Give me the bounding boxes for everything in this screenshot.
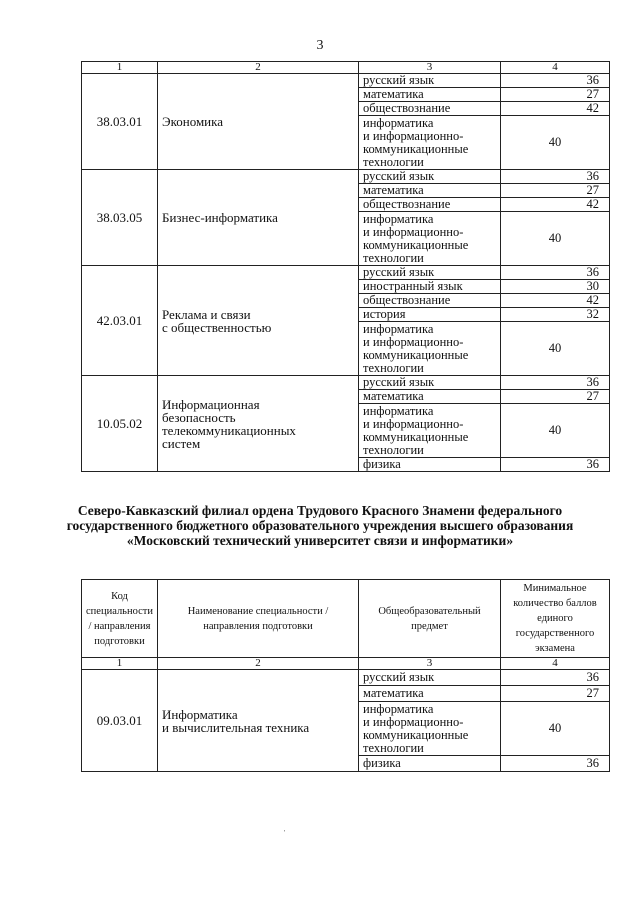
column-number-3: 3 — [359, 658, 501, 670]
subject-name: физика — [359, 458, 501, 472]
subject-name: информатика и информационно- коммуникационные технологии — [359, 404, 501, 458]
min-score: 42 — [501, 102, 610, 116]
min-score: 36 — [501, 670, 610, 686]
subject-name: русский язык — [359, 266, 501, 280]
min-score: 32 — [501, 308, 610, 322]
min-score: 40 — [501, 404, 610, 458]
column-header-3: Общеобразовательный предмет — [359, 580, 501, 658]
min-score: 40 — [501, 212, 610, 266]
min-score: 36 — [501, 458, 610, 472]
min-score: 36 — [501, 266, 610, 280]
subject-name: иностранный язык — [359, 280, 501, 294]
min-score: 42 — [501, 294, 610, 308]
min-score: 40 — [501, 322, 610, 376]
subject-name: русский язык — [359, 74, 501, 88]
subject-name: информатика и информационно- коммуникационные технологии — [359, 116, 501, 170]
min-score: 27 — [501, 88, 610, 102]
table-header-row — [82, 580, 610, 658]
subject-name: обществознание — [359, 102, 501, 116]
column-header-2: Наименование специальности / направления подготовки — [158, 580, 359, 658]
subject-name: история — [359, 308, 501, 322]
subject-name: математика — [359, 184, 501, 198]
subject-name: русский язык — [359, 376, 501, 390]
subject-name: обществознание — [359, 294, 501, 308]
min-score: 36 — [501, 756, 610, 772]
min-score: 27 — [501, 686, 610, 702]
specialty-code: 38.03.05 — [82, 170, 158, 266]
min-score: 36 — [501, 376, 610, 390]
specialty-code: 42.03.01 — [82, 266, 158, 376]
specialty-code: 38.03.01 — [82, 74, 158, 170]
column-number-1: 1 — [82, 62, 158, 74]
table-row — [82, 376, 610, 390]
column-header-4: Минимальное количество баллов единого государственного экзамена — [501, 580, 610, 658]
specialty-name: Реклама и связи с общественностью — [158, 266, 359, 376]
column-number-2: 2 — [158, 62, 359, 74]
table-row — [82, 170, 610, 184]
min-score: 36 — [501, 170, 610, 184]
admissions-table-1 — [81, 61, 610, 472]
specialty-name: Экономика — [158, 74, 359, 170]
branch-heading: Северо-Кавказский филиал ордена Трудового Красного Знамени федерального государственного бюджетного образовательного учреждения высшего образования «Московский технический университет связи и информатики» — [66, 503, 574, 548]
min-score: 27 — [501, 184, 610, 198]
specialty-name: Информационная безопасность телекоммуникационных систем — [158, 376, 359, 472]
subject-name: русский язык — [359, 670, 501, 686]
table-row — [82, 670, 610, 686]
min-score: 30 — [501, 280, 610, 294]
column-number-row — [82, 62, 610, 74]
subject-name: математика — [359, 686, 501, 702]
specialty-code: 10.05.02 — [82, 376, 158, 472]
table-row — [82, 74, 610, 88]
page-number: 3 — [316, 38, 324, 53]
column-number-4: 4 — [501, 62, 610, 74]
subject-name: математика — [359, 88, 501, 102]
specialty-code: 09.03.01 — [82, 670, 158, 772]
subject-name: информатика и информационно- коммуникационные технологии — [359, 212, 501, 266]
column-number-4: 4 — [501, 658, 610, 670]
min-score: 40 — [501, 702, 610, 756]
specialty-name: Информатика и вычислительная техника — [158, 670, 359, 772]
column-number-3: 3 — [359, 62, 501, 74]
subject-name: обществознание — [359, 198, 501, 212]
subject-name: русский язык — [359, 170, 501, 184]
specialty-name: Бизнес-информатика — [158, 170, 359, 266]
subject-name: физика — [359, 756, 501, 772]
column-number-row — [82, 658, 610, 670]
admissions-table-2 — [81, 579, 610, 772]
column-header-1: Код специальности / направления подготовки — [82, 580, 158, 658]
scan-mark: ' — [284, 829, 286, 837]
min-score: 36 — [501, 74, 610, 88]
subject-name: информатика и информационно- коммуникационные технологии — [359, 322, 501, 376]
subject-name: информатика и информационно- коммуникационные технологии — [359, 702, 501, 756]
column-number-2: 2 — [158, 658, 359, 670]
subject-name: математика — [359, 390, 501, 404]
table-row — [82, 266, 610, 280]
min-score: 40 — [501, 116, 610, 170]
min-score: 27 — [501, 390, 610, 404]
min-score: 42 — [501, 198, 610, 212]
column-number-1: 1 — [82, 658, 158, 670]
